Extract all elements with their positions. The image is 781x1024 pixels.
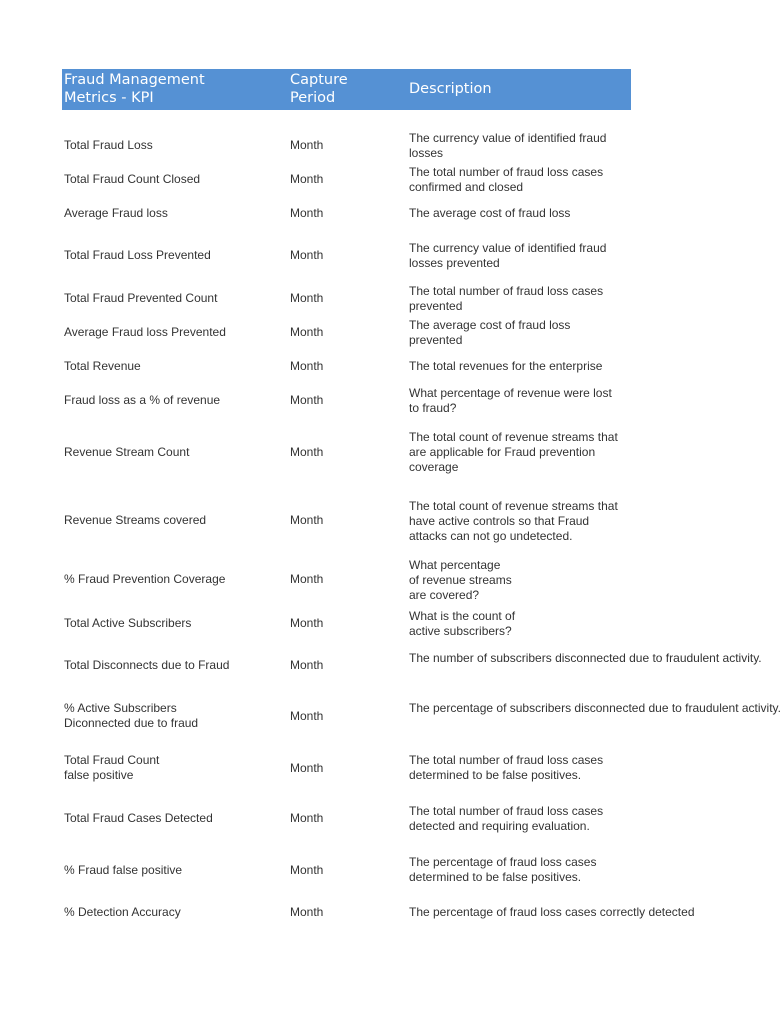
period-cell: Month — [290, 761, 324, 775]
period-cell: Month — [290, 572, 324, 586]
description-cell: The total number of fraud loss cases prevented — [409, 284, 604, 313]
metric-cell: Total Revenue — [64, 359, 141, 373]
description-cell: The percentage of subscribers disconnected due to fraudulent activity. — [409, 701, 781, 715]
description-cell: What percentage of revenue were lost to fraud? — [409, 386, 612, 415]
metric-cell: % Fraud false positive — [64, 863, 183, 877]
description-cell: The total revenues for the enterprise — [409, 359, 603, 373]
metric-cell: Average Fraud loss — [64, 206, 168, 220]
metric-cell: % Active Subscribers Diconnected due to fraud — [64, 701, 199, 730]
period-cell: Month — [290, 138, 324, 152]
description-cell: The total count of revenue streams that have active controls so that Fraud attacks can not go undetected. — [409, 499, 618, 543]
period-cell: Month — [290, 905, 324, 919]
description-cell: The total number of fraud loss cases determined to be false positives. — [409, 753, 604, 782]
metric-cell: Total Fraud Loss — [64, 138, 153, 152]
metric-cell: Total Fraud Prevented Count — [64, 291, 218, 305]
period-cell: Month — [290, 248, 324, 262]
description-cell: The average cost of fraud loss prevented — [409, 318, 571, 347]
metric-cell: Revenue Streams covered — [64, 513, 207, 527]
metric-cell: Total Fraud Cases Detected — [64, 811, 213, 825]
period-cell: Month — [290, 658, 324, 672]
period-cell: Month — [290, 172, 324, 186]
table-header — [62, 69, 631, 110]
metric-cell: Average Fraud loss Prevented — [64, 325, 226, 339]
metric-cell: % Fraud Prevention Coverage — [64, 572, 226, 586]
period-cell: Month — [290, 291, 324, 305]
metric-cell: Total Fraud Count false positive — [64, 753, 160, 782]
period-cell: Month — [290, 811, 324, 825]
metric-cell: Fraud loss as a % of revenue — [64, 393, 221, 407]
description-cell: The total count of revenue streams that are applicable for Fraud prevention coverage — [409, 430, 618, 474]
period-cell: Month — [290, 393, 324, 407]
metric-cell: Revenue Stream Count — [64, 445, 190, 459]
description-cell: The total number of fraud loss cases detected and requiring evaluation. — [409, 804, 604, 833]
description-cell: The average cost of fraud loss — [409, 206, 571, 220]
period-cell: Month — [290, 513, 324, 527]
period-cell: Month — [290, 325, 324, 339]
period-cell: Month — [290, 445, 324, 459]
metric-cell: Total Active Subscribers — [64, 616, 192, 630]
header-description: Description — [409, 81, 492, 97]
description-cell: The percentage of fraud loss cases determined to be false positives. — [409, 855, 597, 884]
description-cell: The number of subscribers disconnected due to fraudulent activity. — [409, 651, 762, 665]
metric-cell: % Detection Accuracy — [64, 905, 181, 919]
metric-cell: Total Fraud Loss Prevented — [64, 248, 211, 262]
description-cell: The currency value of identified fraud losses prevented — [409, 241, 607, 270]
metric-cell: Total Disconnects due to Fraud — [64, 658, 230, 672]
kpi-table — [62, 69, 781, 919]
header-metric: Fraud Management Metrics - KPI — [64, 72, 205, 106]
header-capture-period: Capture Period — [290, 72, 348, 106]
description-cell: The total number of fraud loss cases confirmed and closed — [409, 165, 604, 194]
description-cell: The percentage of fraud loss cases correctly detected — [409, 905, 695, 919]
period-cell: Month — [290, 616, 324, 630]
period-cell: Month — [290, 359, 324, 373]
period-cell: Month — [290, 206, 324, 220]
period-cell: Month — [290, 709, 324, 723]
period-cell: Month — [290, 863, 324, 877]
metric-cell: Total Fraud Count Closed — [64, 172, 201, 186]
description-cell: What percentage of revenue streams are covered? — [409, 558, 512, 602]
description-cell: What is the count of active subscribers? — [409, 609, 516, 638]
description-cell: The currency value of identified fraud losses — [409, 131, 607, 160]
